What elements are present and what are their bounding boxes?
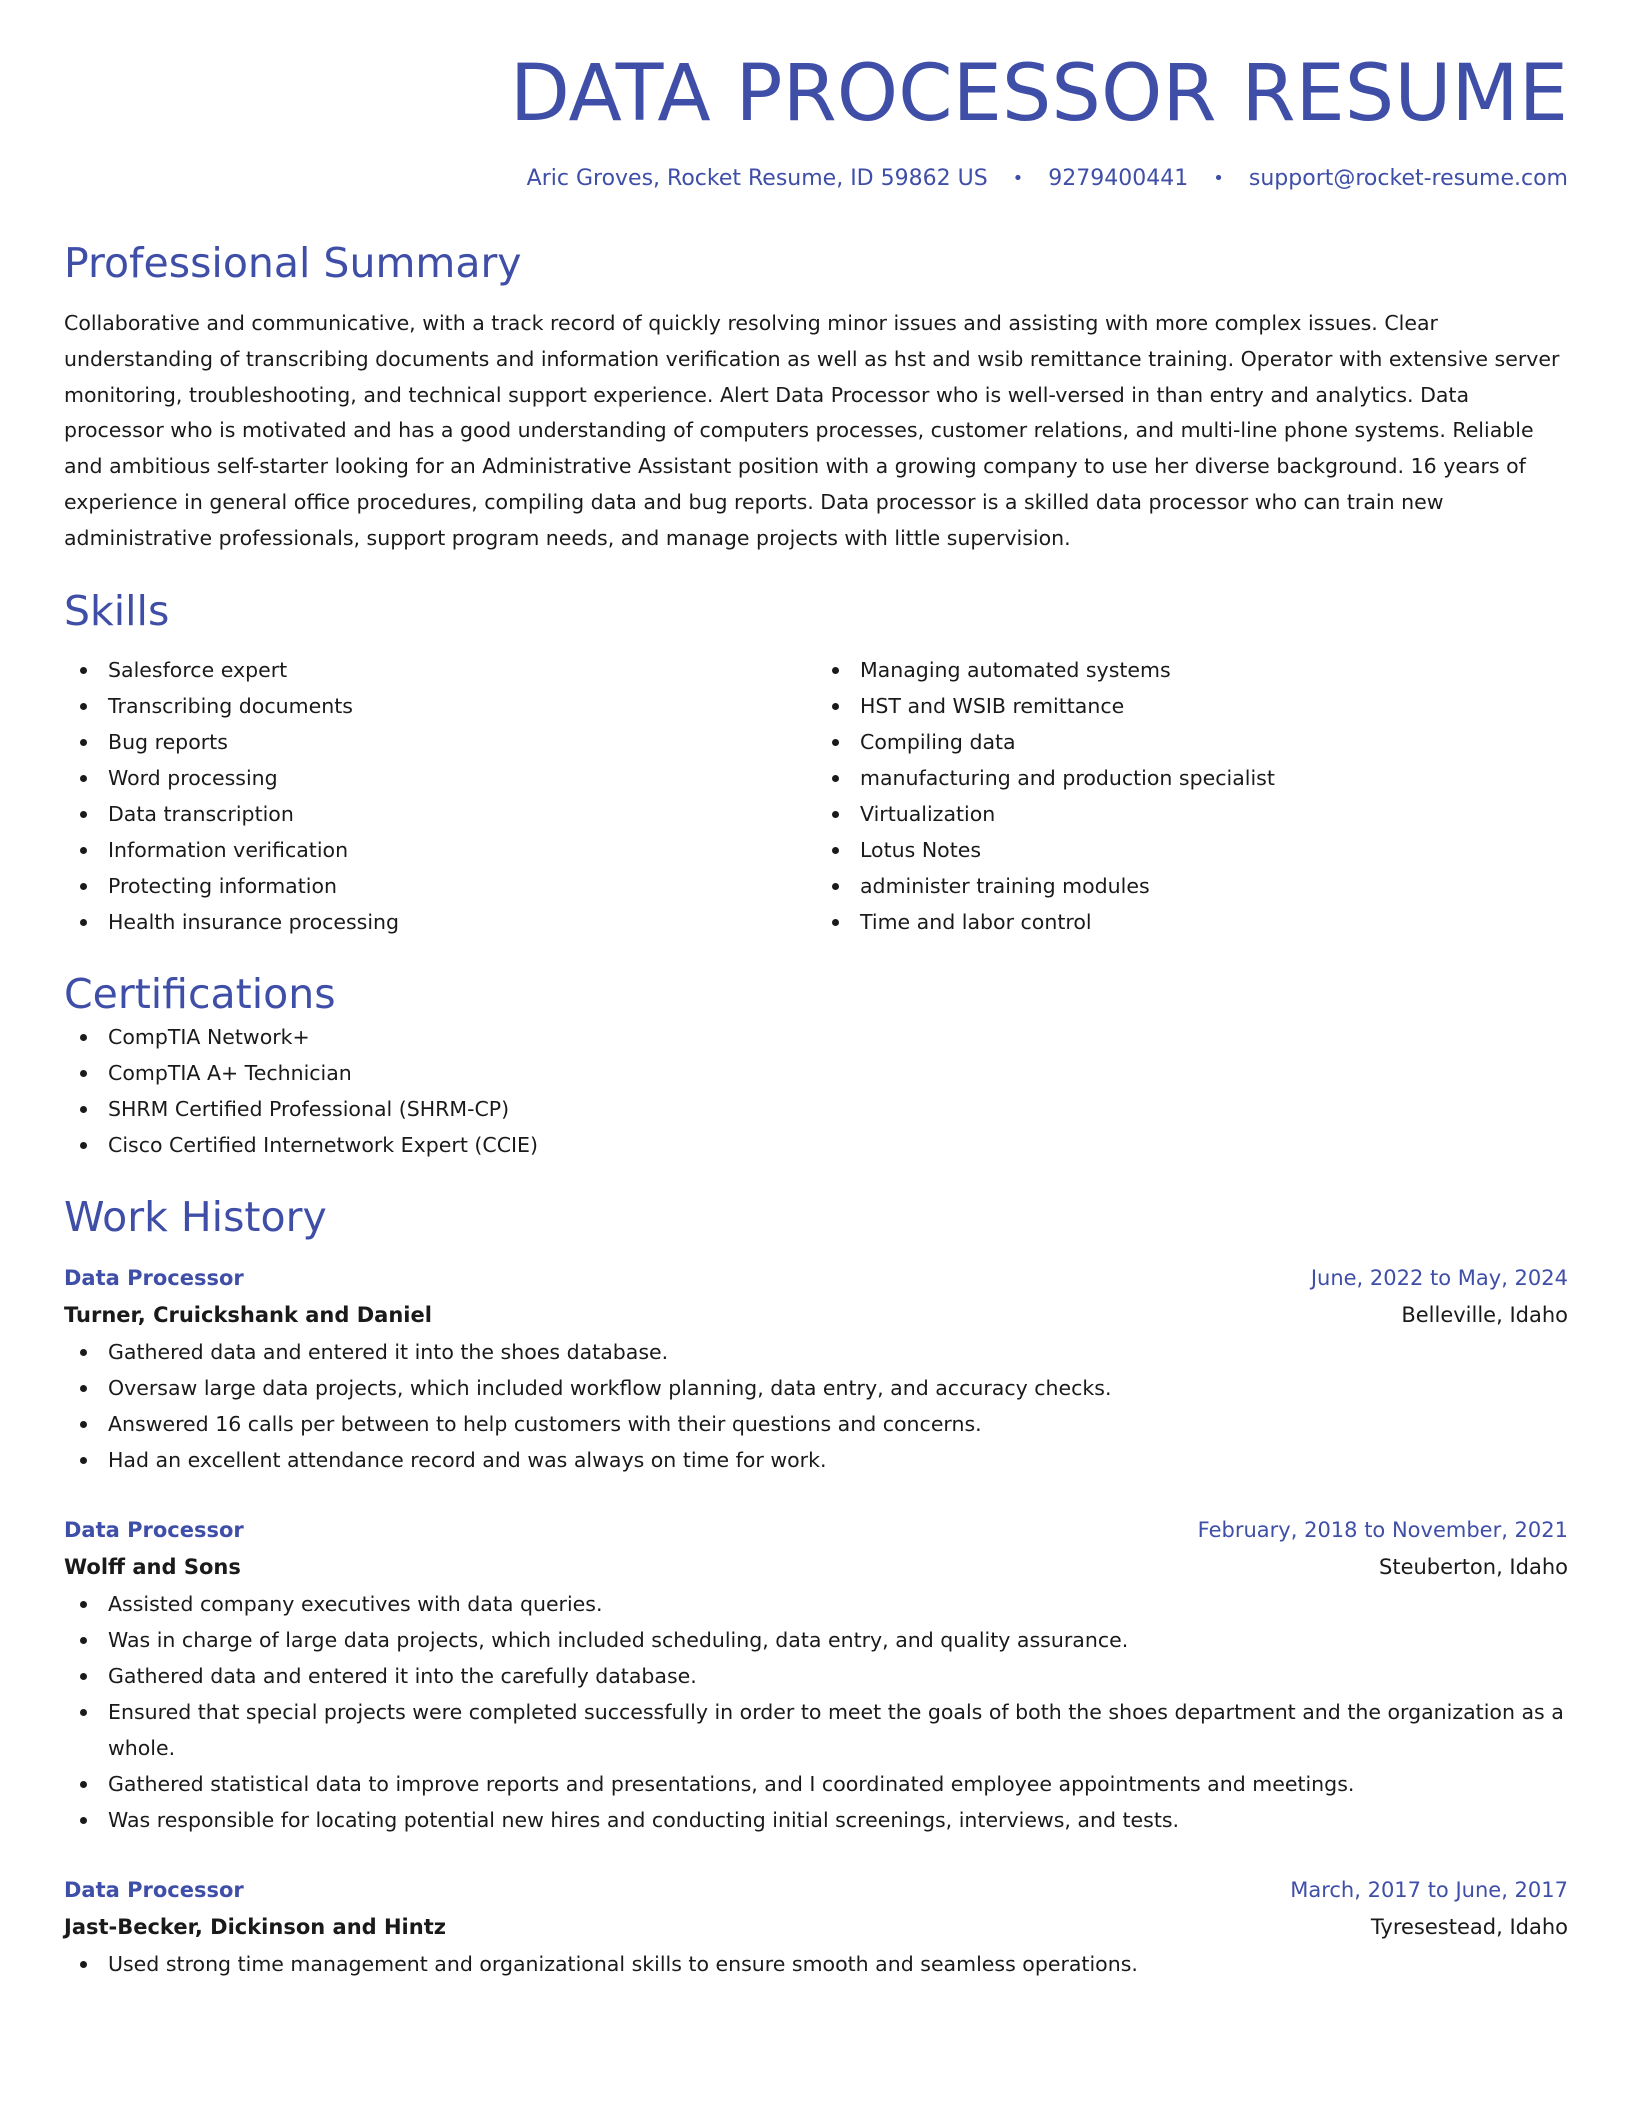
list-item xyxy=(64,1442,1568,1478)
job-dates: June, 2022 to May, 2024 xyxy=(1310,1266,1568,1291)
job-header-row xyxy=(64,1512,1568,1548)
list-item xyxy=(816,724,1568,760)
skill-label: Data transcription xyxy=(108,801,294,826)
job-company: Wolff and Sons xyxy=(64,1555,241,1580)
job-bullet-text: Answered 16 calls per between to help customers with their questions and concerns. xyxy=(108,1412,982,1437)
bullet-icon xyxy=(80,775,87,782)
job-bullet-text: Gathered data and entered it into the carefully database. xyxy=(108,1664,697,1689)
bullet-icon xyxy=(80,1349,87,1356)
job-company-row xyxy=(64,1296,1568,1334)
skill-label: Time and labor control xyxy=(860,909,1092,934)
list-item xyxy=(64,760,816,796)
list-item xyxy=(64,904,816,940)
skill-label: Protecting information xyxy=(108,873,338,898)
job-title: Data Processor xyxy=(64,1518,244,1543)
skill-label: Bug reports xyxy=(108,729,228,754)
list-item xyxy=(816,904,1568,940)
contact-phone: 9279400441 xyxy=(1048,165,1189,191)
skill-label: Managing automated systems xyxy=(860,657,1171,682)
list-item xyxy=(64,1802,1568,1838)
skill-label: Compiling data xyxy=(860,729,1016,754)
bullet-icon xyxy=(80,811,87,818)
skill-label: administer training modules xyxy=(860,873,1150,898)
list-item xyxy=(64,1091,1568,1127)
bullet-icon xyxy=(80,847,87,854)
list-item xyxy=(64,724,816,760)
bullet-icon xyxy=(80,1034,87,1041)
certification-label: SHRM Certified Professional (SHRM-CP) xyxy=(108,1096,510,1121)
job-entry xyxy=(64,1260,1568,1478)
job-title: Data Processor xyxy=(64,1266,244,1291)
list-item xyxy=(64,1658,1568,1694)
job-title: Data Processor xyxy=(64,1878,244,1903)
job-bullet-text: Was in charge of large data projects, which included scheduling, data entry, and quality assurance. xyxy=(108,1628,1129,1653)
list-item xyxy=(64,868,816,904)
job-entry xyxy=(64,1872,1568,1982)
list-item xyxy=(816,796,1568,832)
skill-label: Word processing xyxy=(108,765,278,790)
summary-text: Collaborative and communicative, with a track record of quickly resolving minor issues and assisting with more complex issues. Clear understanding of transcribing documents and information verification as well as hst and wsib remittance training. Operator with extensive server monitoring, troubleshooting, and technical support experience. Alert Data Processor who is well-versed in than entry and analytics. Data processor who is motivated and has a good understanding of computers processes, customer relations, and multi-line phone systems. Reliable and ambitious self-starter looking for an Administrative Assistant position with a growing company to use her diverse background. 16 years of experience in general office procedures, compiling data and bug reports. Data processor is a skilled data processor who can train new administrative professionals, support program needs, and manage projects with little supervision. xyxy=(64,310,1560,550)
job-header-row xyxy=(64,1872,1568,1908)
list-item xyxy=(64,688,816,724)
resume-header xyxy=(64,49,1568,191)
bullet-icon xyxy=(832,739,839,746)
certifications-list xyxy=(64,1019,1568,1163)
skills-list-right xyxy=(816,652,1568,940)
bullet-icon xyxy=(80,1673,87,1680)
contact-line xyxy=(64,166,1568,191)
list-item xyxy=(816,868,1568,904)
section-title-work-history: Work History xyxy=(64,1192,327,1241)
job-bullets xyxy=(64,1334,1568,1478)
bullet-icon xyxy=(80,1142,87,1149)
skills-column-right xyxy=(816,652,1568,940)
section-title-summary: Professional Summary xyxy=(64,238,522,287)
bullet-icon xyxy=(832,703,839,710)
bullet-icon xyxy=(832,775,839,782)
job-bullet-text: Ensured that special projects were completed successfully in order to meet the goals of both the shoes department and the organization as a whole. xyxy=(108,1700,1564,1761)
contact-separator: • xyxy=(1012,168,1024,190)
bullet-icon xyxy=(80,703,87,710)
job-entry xyxy=(64,1512,1568,1838)
contact-address: Aric Groves, Rocket Resume, ID 59862 US xyxy=(526,165,988,191)
job-bullet-text: Gathered statistical data to improve reports and presentations, and I coordinated employee appointments and meetings. xyxy=(108,1772,1355,1797)
skill-label: Virtualization xyxy=(860,801,996,826)
job-dates: March, 2017 to June, 2017 xyxy=(1290,1878,1568,1903)
bullet-icon xyxy=(80,1070,87,1077)
list-item xyxy=(64,1586,1568,1622)
skill-label: Lotus Notes xyxy=(860,837,982,862)
job-company-row xyxy=(64,1548,1568,1586)
bullet-icon xyxy=(80,1709,87,1716)
skill-label: HST and WSIB remittance xyxy=(860,693,1125,718)
job-bullet-text: Assisted company executives with data queries. xyxy=(108,1592,603,1617)
job-bullet-text: Oversaw large data projects, which included workflow planning, data entry, and accuracy checks. xyxy=(108,1376,1112,1401)
job-location: Belleville, Idaho xyxy=(1401,1303,1568,1328)
section-title-skills: Skills xyxy=(64,586,170,635)
skill-label: manufacturing and production specialist xyxy=(860,765,1275,790)
certification-label: CompTIA A+ Technician xyxy=(108,1060,352,1085)
bullet-icon xyxy=(80,883,87,890)
list-item xyxy=(64,1127,1568,1163)
skill-label: Information verification xyxy=(108,837,349,862)
list-item xyxy=(64,832,816,868)
job-company-row xyxy=(64,1908,1568,1946)
job-bullet-text: Gathered data and entered it into the shoes database. xyxy=(108,1340,669,1365)
job-location: Steuberton, Idaho xyxy=(1379,1555,1568,1580)
skill-label: Health insurance processing xyxy=(108,909,400,934)
bullet-icon xyxy=(832,883,839,890)
job-dates: February, 2018 to November, 2021 xyxy=(1197,1518,1568,1543)
job-bullet-text: Was responsible for locating potential new hires and conducting initial screenings, interviews, and tests. xyxy=(108,1808,1180,1833)
bullet-icon xyxy=(80,1457,87,1464)
list-item xyxy=(64,652,816,688)
bullet-icon xyxy=(80,1781,87,1788)
bullet-icon xyxy=(80,1637,87,1644)
skill-label: Transcribing documents xyxy=(108,693,353,718)
bullet-icon xyxy=(80,1106,87,1113)
bullet-icon xyxy=(832,667,839,674)
certification-label: Cisco Certified Internetwork Expert (CCIE) xyxy=(108,1132,538,1157)
list-item xyxy=(64,1622,1568,1658)
list-item xyxy=(64,1370,1568,1406)
contact-email: support@rocket-resume.com xyxy=(1248,165,1568,191)
list-item xyxy=(64,1406,1568,1442)
contact-separator: • xyxy=(1213,168,1224,190)
bullet-icon xyxy=(832,811,839,818)
list-item xyxy=(64,1334,1568,1370)
certification-label: CompTIA Network+ xyxy=(108,1024,310,1049)
job-bullets xyxy=(64,1946,1568,1982)
section-title-certifications: Certifications xyxy=(64,969,336,1018)
job-bullets xyxy=(64,1586,1568,1838)
bullet-icon xyxy=(80,1601,87,1608)
job-header-row xyxy=(64,1260,1568,1296)
list-item xyxy=(64,1019,1568,1055)
job-bullet-text: Had an excellent attendance record and was always on time for work. xyxy=(108,1448,827,1473)
bullet-icon xyxy=(832,847,839,854)
bullet-icon xyxy=(80,1421,87,1428)
list-item xyxy=(64,1694,1568,1766)
bullet-icon xyxy=(80,739,87,746)
skill-label: Salesforce expert xyxy=(108,657,288,682)
job-location: Tyresestead, Idaho xyxy=(1370,1915,1568,1940)
skills-grid xyxy=(64,652,1568,940)
list-item xyxy=(64,1055,1568,1091)
list-item xyxy=(816,760,1568,796)
job-company: Jast-Becker, Dickinson and Hintz xyxy=(64,1915,446,1940)
list-item xyxy=(816,832,1568,868)
bullet-icon xyxy=(80,1385,87,1392)
skills-list-left xyxy=(64,652,816,940)
list-item xyxy=(816,652,1568,688)
skills-column-left xyxy=(64,652,816,940)
bullet-icon xyxy=(832,919,839,926)
bullet-icon xyxy=(80,1817,87,1824)
list-item xyxy=(64,796,816,832)
bullet-icon xyxy=(80,1961,87,1968)
list-item xyxy=(64,1946,1568,1982)
job-company: Turner, Cruickshank and Daniel xyxy=(64,1303,432,1328)
page-title: DATA PROCESSOR RESUME xyxy=(509,49,1568,139)
list-item xyxy=(64,1766,1568,1802)
bullet-icon xyxy=(80,919,87,926)
bullet-icon xyxy=(80,667,87,674)
job-bullet-text: Used strong time management and organizational skills to ensure smooth and seamless operations. xyxy=(108,1952,1138,1977)
list-item xyxy=(816,688,1568,724)
